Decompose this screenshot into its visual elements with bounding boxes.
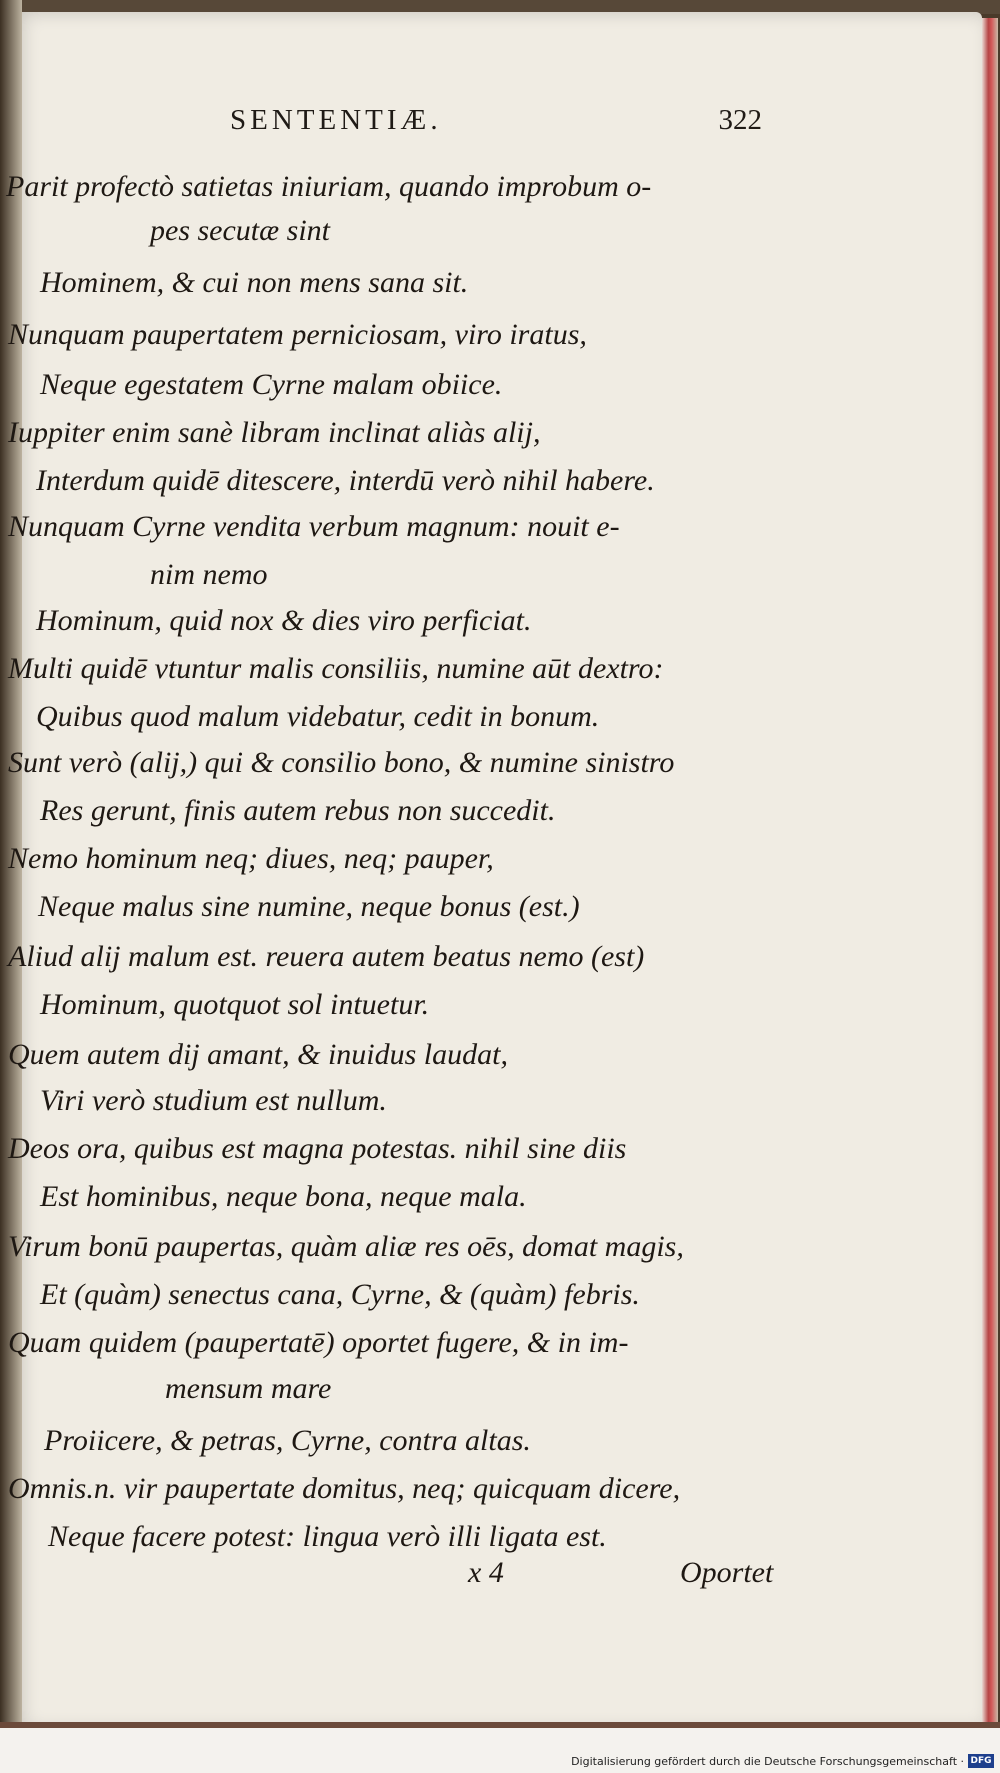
digitization-credit (571, 1751, 994, 1771)
text-line: pes secutæ sint (150, 214, 330, 247)
text-line: Et (quàm) senectus cana, Cyrne, & (quàm) febris. (40, 1278, 640, 1311)
text-line: Nemo hominum neq; diues, neq; pauper, (8, 842, 494, 875)
text-line: nim nemo (150, 558, 268, 591)
text-line: Omnis.n. vir paupertate domitus, neq; quicquam dicere, (8, 1472, 681, 1505)
signature-mark: x 4 (468, 1556, 504, 1589)
text-line: Hominum, quid nox & dies viro perficiat. (36, 604, 532, 637)
text-line: Res gerunt, finis autem rebus non succedit. (40, 794, 556, 827)
text-line: Sunt verò (alij,) qui & consilio bono, & numine sinistro (8, 746, 675, 779)
catchword: Oportet (680, 1556, 774, 1589)
text-line: Neque egestatem Cyrne malam obiice. (40, 368, 503, 401)
text-line: Hominum, quotquot sol intuetur. (40, 988, 430, 1021)
text-line: Quam quidem (paupertatē) oportet fugere, & in im- (8, 1326, 629, 1359)
page-number: 322 (718, 104, 762, 136)
text-line: Neque malus sine numine, neque bonus (est.) (38, 890, 580, 923)
credit-text: Digitalisierung gefördert durch die Deutsche Forschungsgemeinschaft · (571, 1754, 964, 1768)
running-title: SENTENTIÆ. (230, 104, 442, 136)
text-line: Proiicere, & petras, Cyrne, contra altas. (44, 1424, 531, 1457)
text-line: Virum bonū paupertas, quàm aliæ res oēs, domat magis, (8, 1230, 684, 1263)
text-line: Quibus quod malum videbatur, cedit in bonum. (36, 700, 600, 733)
text-line: Viri verò studium est nullum. (40, 1084, 387, 1117)
text-line: Interdum quidē ditescere, interdū verò nihil habere. (36, 464, 655, 497)
book-gutter (0, 0, 22, 1773)
dfg-logo-icon: DFG (968, 1754, 994, 1768)
text-line: Parit profectò satietas iniuriam, quando improbum o- (6, 170, 652, 203)
text-line: Multi quidē vtuntur malis consiliis, numine aūt dextro: (8, 652, 664, 685)
page-header (230, 104, 770, 152)
text-line: mensum mare (165, 1372, 332, 1405)
text-line: Neque facere potest: lingua verò illi ligata est. (48, 1520, 607, 1553)
text-line: Aliud alij malum est. reuera autem beatus nemo (est) (8, 940, 645, 973)
text-line: Quem autem dij amant, & inuidus laudat, (8, 1038, 508, 1071)
text-line: Est hominibus, neque bona, neque mala. (40, 1180, 527, 1213)
text-line: Deos ora, quibus est magna potestas. nihil sine diis (8, 1132, 627, 1165)
red-page-edge (982, 18, 998, 1728)
text-line: Iuppiter enim sanè libram inclinat aliàs alij, (8, 416, 541, 449)
text-line: Nunquam paupertatem perniciosam, viro iratus, (8, 318, 587, 351)
text-line: Nunquam Cyrne vendita verbum magnum: nouit e- (8, 510, 620, 543)
text-line: Hominem, & cui non mens sana sit. (40, 266, 469, 299)
